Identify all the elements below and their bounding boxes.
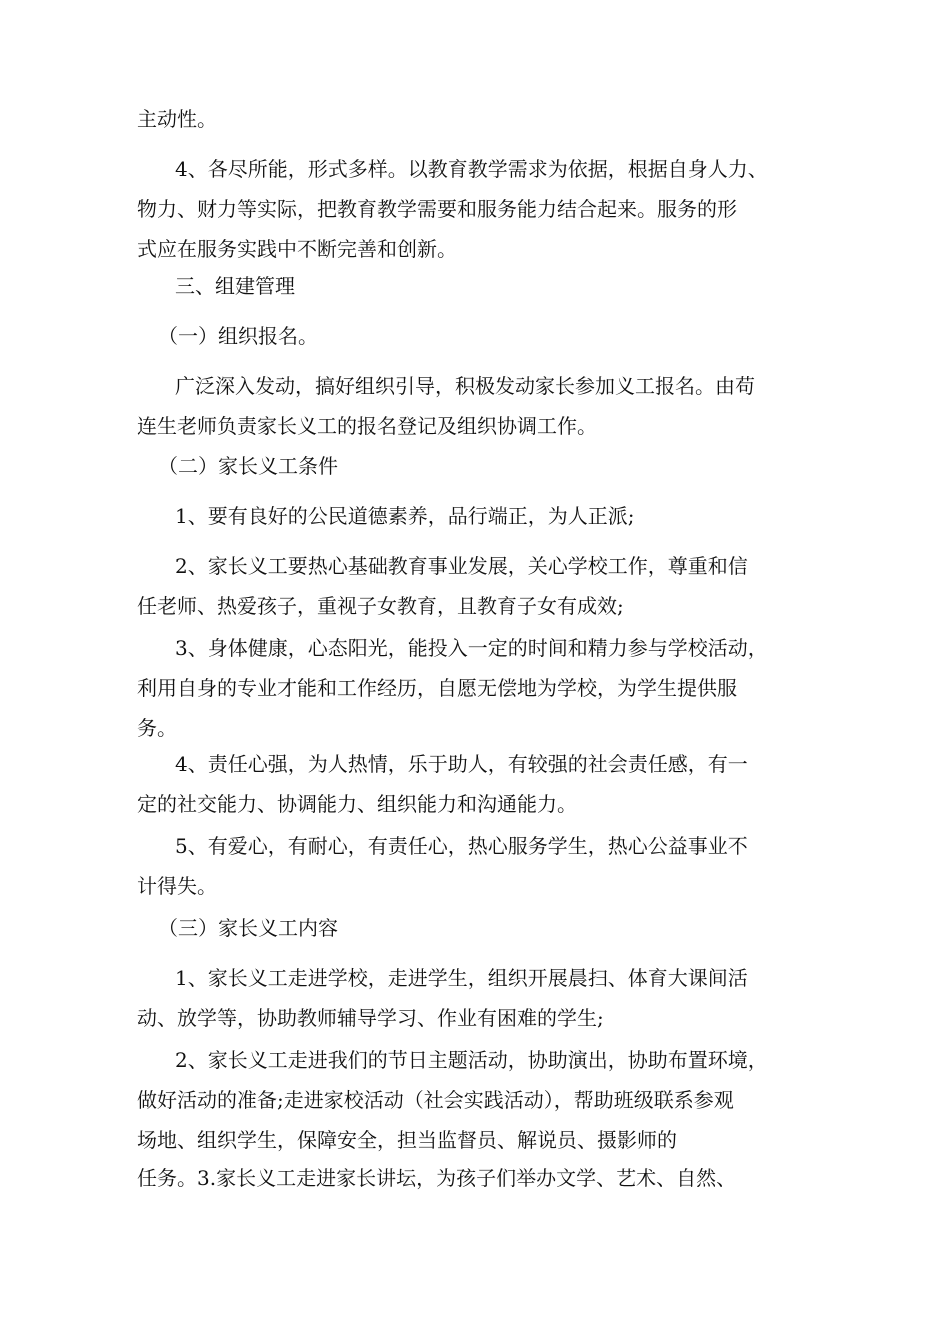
text-line: 任老师、热爱孩子，重视子女教育，且教育子女有成效; <box>137 594 624 618</box>
text-line: 4、各尽所能，形式多样。以教育教学需求为依据，根据自身人力、 <box>175 157 768 181</box>
paragraph-10 <box>137 826 827 906</box>
text-line: 5、有爱心，有耐心，有责任心，热心服务学生，热心公益事业不 <box>175 834 748 858</box>
text-line: （一）组织报名。 <box>158 324 318 348</box>
text-line: 计得失。 <box>137 874 217 898</box>
text-line: （二）家长义工条件 <box>158 454 338 478</box>
text-line: 1、家长义工走进学校，走进学生，组织开展晨扫、体育大课间活 <box>175 966 748 990</box>
paragraph-13 <box>137 1040 827 1160</box>
paragraph-6 <box>137 496 827 536</box>
text-line: 做好活动的准备;走进家校活动（社会实践活动），帮助班级联系参观 <box>137 1088 734 1112</box>
text-line: 2、家长义工要热心基础教育事业发展，关心学校工作，尊重和信 <box>175 554 748 578</box>
text-line: 2、家长义工走进我们的节日主题活动，协助演出，协助布置环境， <box>175 1048 768 1072</box>
paragraph-14 <box>137 1158 827 1198</box>
text-line: 物力、财力等实际，把教育教学需要和服务能力结合起来。服务的形 <box>137 197 737 221</box>
paragraph-4 <box>137 366 827 446</box>
paragraph-0 <box>137 99 827 139</box>
section-heading <box>137 266 827 306</box>
text-line: 广泛深入发动，搞好组织引导，积极发动家长参加义工报名。由苟 <box>175 374 755 398</box>
text-line: 利用自身的专业才能和工作经历，自愿无偿地为学校，为学生提供服 <box>137 676 737 700</box>
text-line: 3、身体健康，心态阳光，能投入一定的时间和精力参与学校活动， <box>175 636 768 660</box>
text-line: 三、组建管理 <box>175 274 295 298</box>
paragraph-1 <box>137 149 827 269</box>
text-line: 1、要有良好的公民道德素养，品行端正，为人正派; <box>175 504 635 528</box>
text-line: 务。 <box>137 716 177 740</box>
text-line: （三）家长义工内容 <box>158 916 338 940</box>
text-line: 动、放学等，协助教师辅导学习、作业有困难的学生; <box>137 1006 604 1030</box>
paragraph-9 <box>137 744 827 824</box>
paragraph-7 <box>137 546 827 626</box>
paragraph-8 <box>137 628 827 748</box>
text-line: 场地、组织学生，保障安全，担当监督员、解说员、摄影师的 <box>137 1128 677 1152</box>
text-line: 4、责任心强，为人热情，乐于助人，有较强的社会责任感，有一 <box>175 752 748 776</box>
text-line: 主动性。 <box>137 107 217 131</box>
subsection-heading-3 <box>137 908 827 948</box>
text-line: 任务。3.家长义工走进家长讲坛，为孩子们举办文学、艺术、自然、 <box>137 1166 737 1190</box>
subsection-heading-2 <box>137 446 827 486</box>
subsection-heading-1 <box>137 316 827 356</box>
text-line: 式应在服务实践中不断完善和创新。 <box>137 237 457 261</box>
text-line: 连生老师负责家长义工的报名登记及组织协调工作。 <box>137 414 597 438</box>
text-line: 定的社交能力、协调能力、组织能力和沟通能力。 <box>137 792 577 816</box>
paragraph-12 <box>137 958 827 1038</box>
